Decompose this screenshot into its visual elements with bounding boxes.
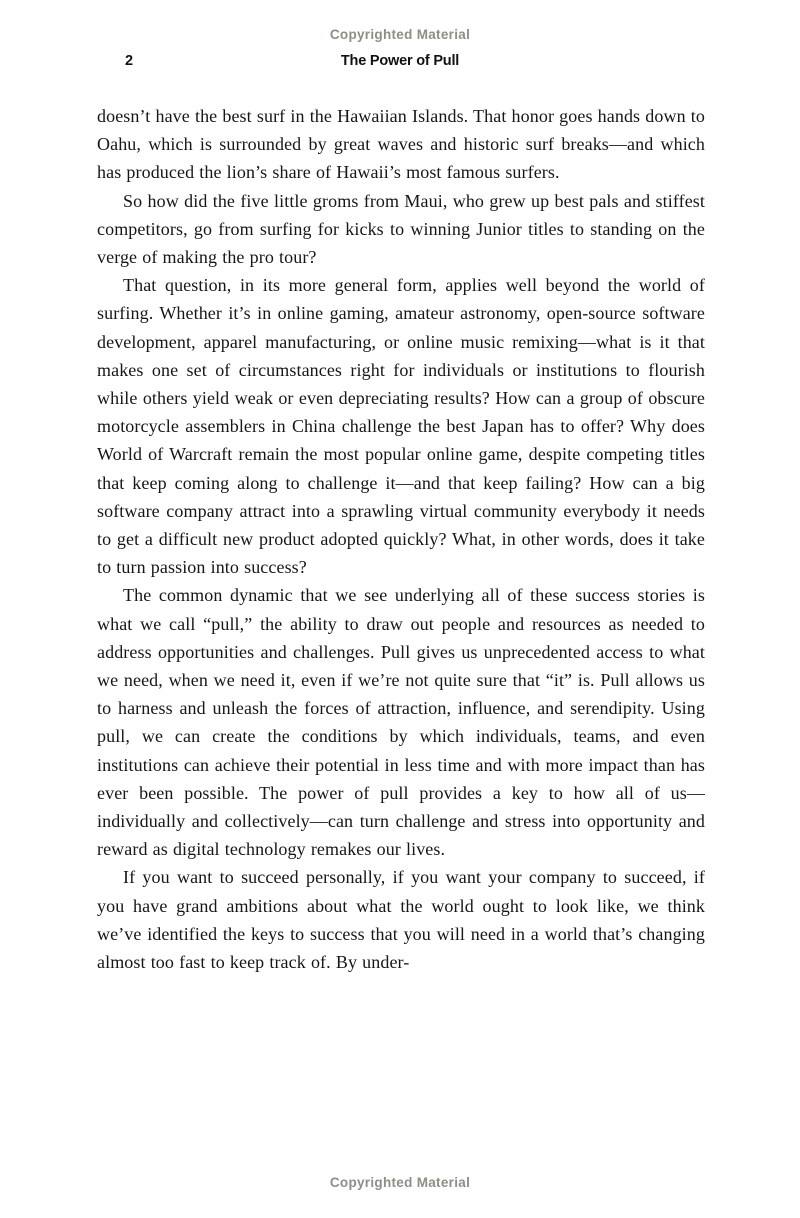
- paragraph: The common dynamic that we see underlying all of these success stories is what we call “pull,” the ability to draw out people and resources as needed to address opportunities and challenges. Pull gives us unprecedented access to what we need, when we need it, even if we’re not quite sure that “it” is. Pull allows us to harness and unleash the forces of attraction, influence, and serendipity. Using pull, we can create the conditions by which individuals, teams, and even institutions can achieve their potential in less time and with more impact than has ever been possible. The power of pull provides a key to how all of us—individually and collectively—can turn challenge and stress into opportunity and reward as digital technology remakes our lives.: [97, 585, 705, 860]
- copyright-notice-top: Copyrighted Material: [329, 27, 471, 42]
- page-number: 2: [125, 53, 134, 69]
- running-header-title: The Power of Pull: [340, 53, 460, 69]
- paragraph: That question, in its more general form, applies well beyond the world of surfing. Whether it’s in online gaming, amateur astronomy, open-source software development, apparel manufacturing, or online music remixing—what is it that makes one set of circumstances right for individuals or institutions to flourish while others yield weak or even depreciating results? How can a group of obscure motorcycle assemblers in China challenge the best Japan has to offer? Why does World of Warcraft remain the most popular online game, despite competing titles that keep coming along to challenge it—and that keep failing? How can a big software company attract into a sprawling virtual community everybody it needs to get a difficult new product adopted quickly? What, in other words, does it take to turn passion into success?: [97, 275, 705, 578]
- paragraph: If you want to succeed personally, if you want your company to succeed, if you have grand ambitions about what the world ought to look like, we think we’ve identified the keys to success that you will need in a world that’s changing almost too fast to keep track of. By under-: [97, 867, 705, 973]
- running-head-row: [0, 53, 800, 73]
- copyright-notice-bottom: Copyrighted Material: [329, 1175, 471, 1190]
- paragraph: doesn’t have the best surf in the Hawaiian Islands. That honor goes hands down to Oahu, which is surrounded by great waves and historic surf breaks—and which has produced the lion’s share of Hawaii’s most famous surfers.: [97, 106, 705, 183]
- paragraph: So how did the five little groms from Maui, who grew up best pals and stiffest competitors, go from surfing for kicks to winning Junior titles to standing on the verge of making the pro tour?: [97, 190, 705, 268]
- page-body: [97, 102, 705, 976]
